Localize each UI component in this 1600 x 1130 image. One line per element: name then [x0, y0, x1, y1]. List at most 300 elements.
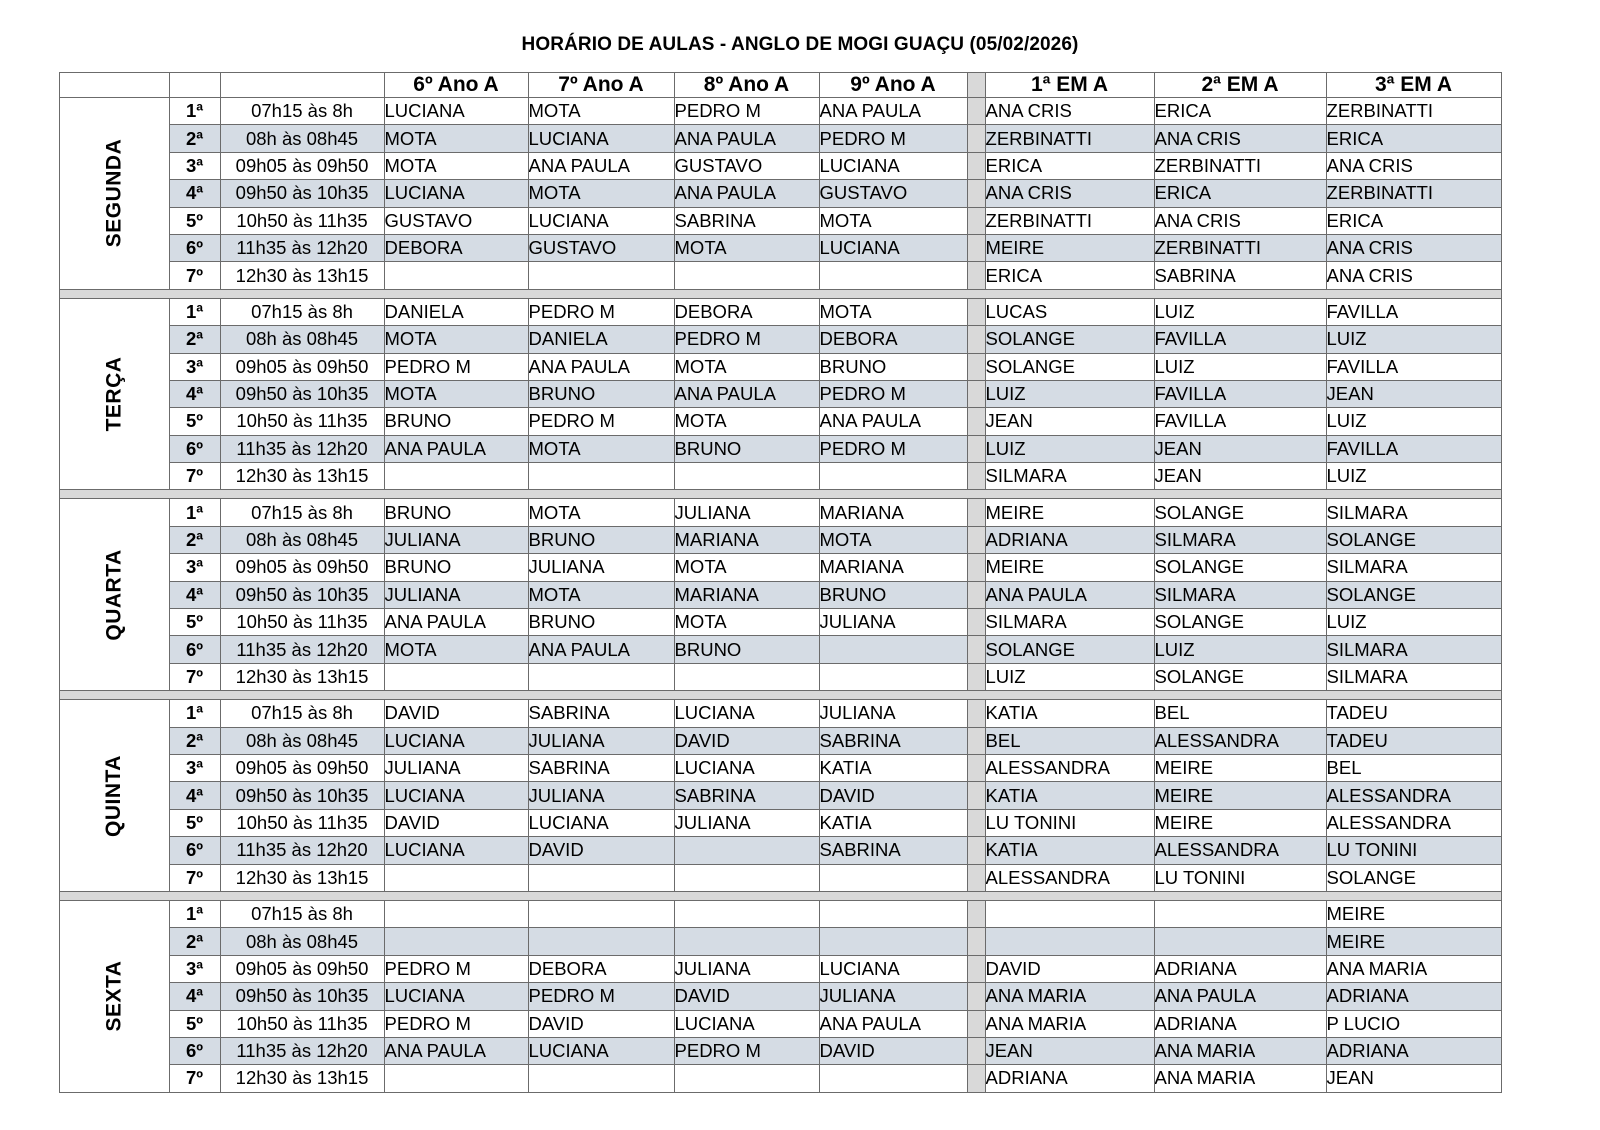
column-gap — [967, 326, 985, 353]
period-number: 1ª — [169, 499, 220, 526]
separator-cell — [60, 289, 1502, 298]
teacher-cell: LUCIANA — [819, 234, 967, 261]
schedule-row — [60, 1010, 1502, 1037]
schedule-row — [60, 125, 1502, 152]
teacher-cell: MOTA — [674, 353, 819, 380]
teacher-cell — [674, 864, 819, 891]
teacher-cell: MOTA — [674, 234, 819, 261]
teacher-cell: FAVILLA — [1154, 408, 1326, 435]
teacher-cell: MEIRE — [1154, 754, 1326, 781]
period-time: 12h30 às 13h15 — [220, 262, 384, 289]
period-time: 11h35 às 12h20 — [220, 636, 384, 663]
teacher-cell: ALESSANDRA — [985, 754, 1154, 781]
teacher-cell: MARIANA — [674, 526, 819, 553]
teacher-cell: SABRINA — [674, 782, 819, 809]
teacher-cell: BRUNO — [528, 609, 674, 636]
schedule-row — [60, 983, 1502, 1010]
schedule-row — [60, 298, 1502, 325]
teacher-cell — [985, 900, 1154, 927]
teacher-cell: LUIZ — [1154, 353, 1326, 380]
period-time: 12h30 às 13h15 — [220, 463, 384, 490]
column-gap — [967, 700, 985, 727]
teacher-cell: LUCIANA — [384, 98, 528, 125]
teacher-cell: ANA MARIA — [985, 1010, 1154, 1037]
page-title: HORÁRIO DE AULAS - ANGLO DE MOGI GUAÇU (05/02/2026) — [521, 34, 1079, 55]
teacher-cell: BRUNO — [384, 499, 528, 526]
day-label: TERÇA — [102, 356, 126, 432]
day-label: SEXTA — [102, 960, 126, 1032]
teacher-cell: DAVID — [819, 1037, 967, 1064]
teacher-cell: ALESSANDRA — [1154, 727, 1326, 754]
column-gap — [967, 928, 985, 955]
teacher-cell — [528, 463, 674, 490]
schedule-row — [60, 864, 1502, 891]
period-number: 4ª — [169, 380, 220, 407]
period-number: 4ª — [169, 983, 220, 1010]
teacher-cell: LUIZ — [1154, 298, 1326, 325]
teacher-cell: JULIANA — [819, 700, 967, 727]
teacher-cell: MOTA — [819, 526, 967, 553]
teacher-cell: ERICA — [1154, 180, 1326, 207]
schedule-row — [60, 727, 1502, 754]
column-gap — [967, 353, 985, 380]
period-number: 2ª — [169, 326, 220, 353]
teacher-cell: ERICA — [985, 152, 1154, 179]
column-gap — [967, 754, 985, 781]
teacher-cell: LUCIANA — [528, 809, 674, 836]
teacher-cell: ANA PAULA — [384, 1037, 528, 1064]
teacher-cell: ADRIANA — [1154, 955, 1326, 982]
teacher-cell: DAVID — [674, 983, 819, 1010]
class-header: 9º Ano A — [819, 73, 967, 98]
teacher-cell — [819, 463, 967, 490]
period-time: 09h50 às 10h35 — [220, 581, 384, 608]
schedule-row — [60, 234, 1502, 261]
schedule-row — [60, 353, 1502, 380]
schedule-row — [60, 262, 1502, 289]
period-number: 5º — [169, 207, 220, 234]
teacher-cell: KATIA — [985, 837, 1154, 864]
teacher-cell — [674, 837, 819, 864]
teacher-cell: ANA MARIA — [985, 983, 1154, 1010]
teacher-cell: PEDRO M — [528, 298, 674, 325]
teacher-cell: ANA PAULA — [384, 435, 528, 462]
schedule-row — [60, 499, 1502, 526]
teacher-cell: PEDRO M — [674, 326, 819, 353]
teacher-cell: SABRINA — [1154, 262, 1326, 289]
period-time: 11h35 às 12h20 — [220, 837, 384, 864]
period-time: 08h às 08h45 — [220, 125, 384, 152]
period-time: 09h50 às 10h35 — [220, 983, 384, 1010]
column-gap — [967, 900, 985, 927]
teacher-cell: ADRIANA — [1154, 1010, 1326, 1037]
teacher-cell: GUSTAVO — [528, 234, 674, 261]
period-time: 12h30 às 13h15 — [220, 663, 384, 690]
teacher-cell: JULIANA — [528, 782, 674, 809]
teacher-cell: ZERBINATTI — [1154, 234, 1326, 261]
column-gap — [967, 499, 985, 526]
period-time: 09h05 às 09h50 — [220, 554, 384, 581]
teacher-cell: PEDRO M — [384, 955, 528, 982]
day-separator — [60, 691, 1502, 700]
teacher-cell: ERICA — [1154, 98, 1326, 125]
period-time: 10h50 às 11h35 — [220, 809, 384, 836]
period-time: 09h50 às 10h35 — [220, 180, 384, 207]
teacher-cell — [528, 1065, 674, 1092]
teacher-cell: DAVID — [384, 809, 528, 836]
period-number: 2ª — [169, 526, 220, 553]
header-corner — [60, 73, 170, 98]
teacher-cell: SABRINA — [528, 700, 674, 727]
teacher-cell — [674, 663, 819, 690]
teacher-cell: ANA PAULA — [674, 380, 819, 407]
period-time: 08h às 08h45 — [220, 326, 384, 353]
teacher-cell: JULIANA — [384, 754, 528, 781]
teacher-cell: ANA PAULA — [528, 353, 674, 380]
class-header: 7º Ano A — [528, 73, 674, 98]
schedule-row — [60, 526, 1502, 553]
teacher-cell — [819, 262, 967, 289]
teacher-cell: BEL — [1154, 700, 1326, 727]
column-gap — [967, 207, 985, 234]
teacher-cell: LUCIANA — [674, 700, 819, 727]
teacher-cell: ANA PAULA — [985, 581, 1154, 608]
teacher-cell: MEIRE — [985, 499, 1154, 526]
teacher-cell: MEIRE — [1154, 782, 1326, 809]
period-number: 3ª — [169, 754, 220, 781]
period-number: 3ª — [169, 353, 220, 380]
schedule-row — [60, 1037, 1502, 1064]
schedule-row — [60, 326, 1502, 353]
teacher-cell: JEAN — [1154, 435, 1326, 462]
period-time: 10h50 às 11h35 — [220, 408, 384, 435]
period-number: 5º — [169, 809, 220, 836]
teacher-cell: ANA CRIS — [1154, 207, 1326, 234]
teacher-cell: MARIANA — [674, 581, 819, 608]
teacher-cell: SOLANGE — [1154, 554, 1326, 581]
teacher-cell: PEDRO M — [819, 125, 967, 152]
teacher-cell: PEDRO M — [384, 353, 528, 380]
schedule-row — [60, 900, 1502, 927]
teacher-cell — [384, 262, 528, 289]
column-gap — [967, 1037, 985, 1064]
teacher-cell: SOLANGE — [1326, 864, 1501, 891]
teacher-cell: DAVID — [819, 782, 967, 809]
teacher-cell: LU TONINI — [1154, 864, 1326, 891]
column-gap — [967, 73, 985, 98]
column-gap — [967, 581, 985, 608]
schedule-row — [60, 782, 1502, 809]
header-blank — [220, 73, 384, 98]
teacher-cell: ANA CRIS — [1326, 152, 1501, 179]
teacher-cell — [819, 1065, 967, 1092]
period-number: 2ª — [169, 928, 220, 955]
teacher-cell: ALESSANDRA — [1326, 782, 1501, 809]
teacher-cell: ALESSANDRA — [1154, 837, 1326, 864]
teacher-cell: JULIANA — [674, 499, 819, 526]
teacher-cell: ANA PAULA — [819, 98, 967, 125]
teacher-cell: ANA CRIS — [1326, 234, 1501, 261]
teacher-cell: MOTA — [674, 408, 819, 435]
teacher-cell: TADEU — [1326, 700, 1501, 727]
teacher-cell: MEIRE — [1326, 928, 1501, 955]
teacher-cell: DAVID — [674, 727, 819, 754]
column-gap — [967, 262, 985, 289]
teacher-cell: JULIANA — [528, 554, 674, 581]
teacher-cell: SILMARA — [1326, 663, 1501, 690]
schedule-row — [60, 554, 1502, 581]
teacher-cell: KATIA — [985, 782, 1154, 809]
teacher-cell: ANA PAULA — [819, 1010, 967, 1037]
period-number: 7º — [169, 262, 220, 289]
column-gap — [967, 98, 985, 125]
column-gap — [967, 983, 985, 1010]
column-gap — [967, 526, 985, 553]
teacher-cell — [674, 262, 819, 289]
column-gap — [967, 955, 985, 982]
period-time: 10h50 às 11h35 — [220, 207, 384, 234]
day-label-cell — [60, 98, 170, 290]
teacher-cell: LUIZ — [1154, 636, 1326, 663]
teacher-cell: ZERBINATTI — [985, 207, 1154, 234]
period-number: 7º — [169, 663, 220, 690]
schedule-row — [60, 180, 1502, 207]
teacher-cell: BRUNO — [819, 353, 967, 380]
teacher-cell: ADRIANA — [985, 1065, 1154, 1092]
day-label-cell — [60, 700, 170, 892]
teacher-cell: ANA CRIS — [1326, 262, 1501, 289]
day-separator — [60, 289, 1502, 298]
teacher-cell: ANA MARIA — [1154, 1037, 1326, 1064]
teacher-cell: LUIZ — [985, 435, 1154, 462]
teacher-cell: DAVID — [528, 837, 674, 864]
teacher-cell: PEDRO M — [384, 1010, 528, 1037]
period-number: 2ª — [169, 125, 220, 152]
teacher-cell: PEDRO M — [819, 435, 967, 462]
teacher-cell: SILMARA — [985, 609, 1154, 636]
period-time: 09h50 às 10h35 — [220, 380, 384, 407]
teacher-cell: JULIANA — [528, 727, 674, 754]
period-time: 07h15 às 8h — [220, 700, 384, 727]
teacher-cell: BRUNO — [384, 408, 528, 435]
period-number: 6º — [169, 435, 220, 462]
period-number: 6º — [169, 636, 220, 663]
column-gap — [967, 864, 985, 891]
day-label: QUARTA — [102, 549, 126, 641]
period-number: 6º — [169, 1037, 220, 1064]
period-number: 5º — [169, 609, 220, 636]
column-gap — [967, 463, 985, 490]
teacher-cell — [819, 928, 967, 955]
teacher-cell: ANA PAULA — [528, 152, 674, 179]
teacher-cell: JEAN — [1326, 1065, 1501, 1092]
teacher-cell — [384, 900, 528, 927]
teacher-cell: LUCIANA — [819, 152, 967, 179]
period-time: 11h35 às 12h20 — [220, 1037, 384, 1064]
teacher-cell: DEBORA — [528, 955, 674, 982]
teacher-cell: KATIA — [819, 809, 967, 836]
teacher-cell: LU TONINI — [1326, 837, 1501, 864]
teacher-cell: JEAN — [985, 408, 1154, 435]
teacher-cell: ANA PAULA — [1154, 983, 1326, 1010]
column-gap — [967, 636, 985, 663]
period-time: 09h50 às 10h35 — [220, 782, 384, 809]
teacher-cell — [384, 663, 528, 690]
teacher-cell: MOTA — [528, 499, 674, 526]
schedule-row — [60, 463, 1502, 490]
schedule-row — [60, 408, 1502, 435]
teacher-cell — [528, 928, 674, 955]
schedule-row — [60, 609, 1502, 636]
period-number: 4ª — [169, 782, 220, 809]
schedule-row — [60, 754, 1502, 781]
teacher-cell: GUSTAVO — [674, 152, 819, 179]
separator-cell — [60, 490, 1502, 499]
teacher-cell: JEAN — [1326, 380, 1501, 407]
teacher-cell: SOLANGE — [1326, 526, 1501, 553]
teacher-cell: ADRIANA — [1326, 983, 1501, 1010]
teacher-cell: MOTA — [384, 326, 528, 353]
teacher-cell: BRUNO — [528, 526, 674, 553]
teacher-cell — [384, 864, 528, 891]
teacher-cell — [384, 928, 528, 955]
teacher-cell: SILMARA — [1154, 526, 1326, 553]
teacher-cell: ALESSANDRA — [985, 864, 1154, 891]
column-gap — [967, 1010, 985, 1037]
period-time: 11h35 às 12h20 — [220, 435, 384, 462]
teacher-cell: LUIZ — [1326, 408, 1501, 435]
teacher-cell: FAVILLA — [1326, 435, 1501, 462]
period-time: 07h15 às 8h — [220, 298, 384, 325]
schedule-row — [60, 207, 1502, 234]
teacher-cell: MEIRE — [1326, 900, 1501, 927]
teacher-cell — [674, 463, 819, 490]
teacher-cell: MEIRE — [985, 234, 1154, 261]
schedule-row — [60, 663, 1502, 690]
period-number: 2ª — [169, 727, 220, 754]
teacher-cell: ERICA — [1326, 207, 1501, 234]
teacher-cell: KATIA — [819, 754, 967, 781]
teacher-cell: ERICA — [985, 262, 1154, 289]
teacher-cell: DANIELA — [384, 298, 528, 325]
teacher-cell: SILMARA — [1326, 499, 1501, 526]
day-label-cell — [60, 499, 170, 691]
column-gap — [967, 380, 985, 407]
schedule-row — [60, 809, 1502, 836]
column-gap — [967, 1065, 985, 1092]
period-number: 1ª — [169, 700, 220, 727]
teacher-cell: MOTA — [528, 435, 674, 462]
period-number: 6º — [169, 837, 220, 864]
period-time: 09h05 às 09h50 — [220, 955, 384, 982]
column-gap — [967, 809, 985, 836]
period-time: 07h15 às 8h — [220, 499, 384, 526]
teacher-cell: MOTA — [674, 609, 819, 636]
teacher-cell: LUIZ — [985, 663, 1154, 690]
day-label-cell — [60, 900, 170, 1092]
teacher-cell: SABRINA — [674, 207, 819, 234]
schedule-row — [60, 955, 1502, 982]
teacher-cell: LUCAS — [985, 298, 1154, 325]
teacher-cell: PEDRO M — [674, 98, 819, 125]
teacher-cell: BEL — [1326, 754, 1501, 781]
teacher-cell: SOLANGE — [985, 326, 1154, 353]
teacher-cell: LUCIANA — [528, 125, 674, 152]
teacher-cell: ANA CRIS — [1154, 125, 1326, 152]
schedule-row — [60, 435, 1502, 462]
day-label: SEGUNDA — [102, 139, 126, 248]
teacher-cell: MOTA — [674, 554, 819, 581]
teacher-cell: JEAN — [985, 1037, 1154, 1064]
column-gap — [967, 782, 985, 809]
column-gap — [967, 408, 985, 435]
teacher-cell: JULIANA — [819, 609, 967, 636]
teacher-cell: BEL — [985, 727, 1154, 754]
teacher-cell — [528, 663, 674, 690]
column-gap — [967, 180, 985, 207]
teacher-cell — [528, 864, 674, 891]
teacher-cell: MARIANA — [819, 554, 967, 581]
teacher-cell: LUCIANA — [674, 1010, 819, 1037]
separator-cell — [60, 891, 1502, 900]
class-header: 6º Ano A — [384, 73, 528, 98]
column-gap — [967, 663, 985, 690]
schedule-table — [59, 72, 1502, 1093]
period-number: 7º — [169, 864, 220, 891]
teacher-cell — [819, 636, 967, 663]
teacher-cell: DEBORA — [384, 234, 528, 261]
teacher-cell: SILMARA — [985, 463, 1154, 490]
teacher-cell: JEAN — [1154, 463, 1326, 490]
teacher-cell: LUCIANA — [819, 955, 967, 982]
teacher-cell: SOLANGE — [985, 353, 1154, 380]
teacher-cell: DAVID — [985, 955, 1154, 982]
teacher-cell — [1154, 928, 1326, 955]
teacher-cell: P LUCIO — [1326, 1010, 1501, 1037]
teacher-cell: ANA PAULA — [528, 636, 674, 663]
teacher-cell — [674, 928, 819, 955]
teacher-cell: JULIANA — [384, 581, 528, 608]
schedule-row — [60, 152, 1502, 179]
column-gap — [967, 152, 985, 179]
teacher-cell: PEDRO M — [528, 408, 674, 435]
teacher-cell: FAVILLA — [1154, 326, 1326, 353]
teacher-cell: LUIZ — [1326, 463, 1501, 490]
teacher-cell — [528, 262, 674, 289]
period-number: 7º — [169, 463, 220, 490]
teacher-cell: ZERBINATTI — [1154, 152, 1326, 179]
teacher-cell: SOLANGE — [1154, 609, 1326, 636]
teacher-cell: DANIELA — [528, 326, 674, 353]
teacher-cell: ADRIANA — [985, 526, 1154, 553]
teacher-cell — [528, 900, 674, 927]
teacher-cell: JULIANA — [384, 526, 528, 553]
teacher-cell: LUIZ — [1326, 326, 1501, 353]
period-number: 1ª — [169, 98, 220, 125]
schedule-row — [60, 837, 1502, 864]
period-time: 08h às 08h45 — [220, 928, 384, 955]
period-time: 09h05 às 09h50 — [220, 754, 384, 781]
teacher-cell: LUCIANA — [384, 782, 528, 809]
schedule-row — [60, 700, 1502, 727]
period-number: 4ª — [169, 180, 220, 207]
teacher-cell: SILMARA — [1326, 636, 1501, 663]
period-time: 12h30 às 13h15 — [220, 1065, 384, 1092]
teacher-cell: PEDRO M — [819, 380, 967, 407]
teacher-cell: SABRINA — [819, 727, 967, 754]
teacher-cell: FAVILLA — [1154, 380, 1326, 407]
teacher-cell: JULIANA — [674, 809, 819, 836]
